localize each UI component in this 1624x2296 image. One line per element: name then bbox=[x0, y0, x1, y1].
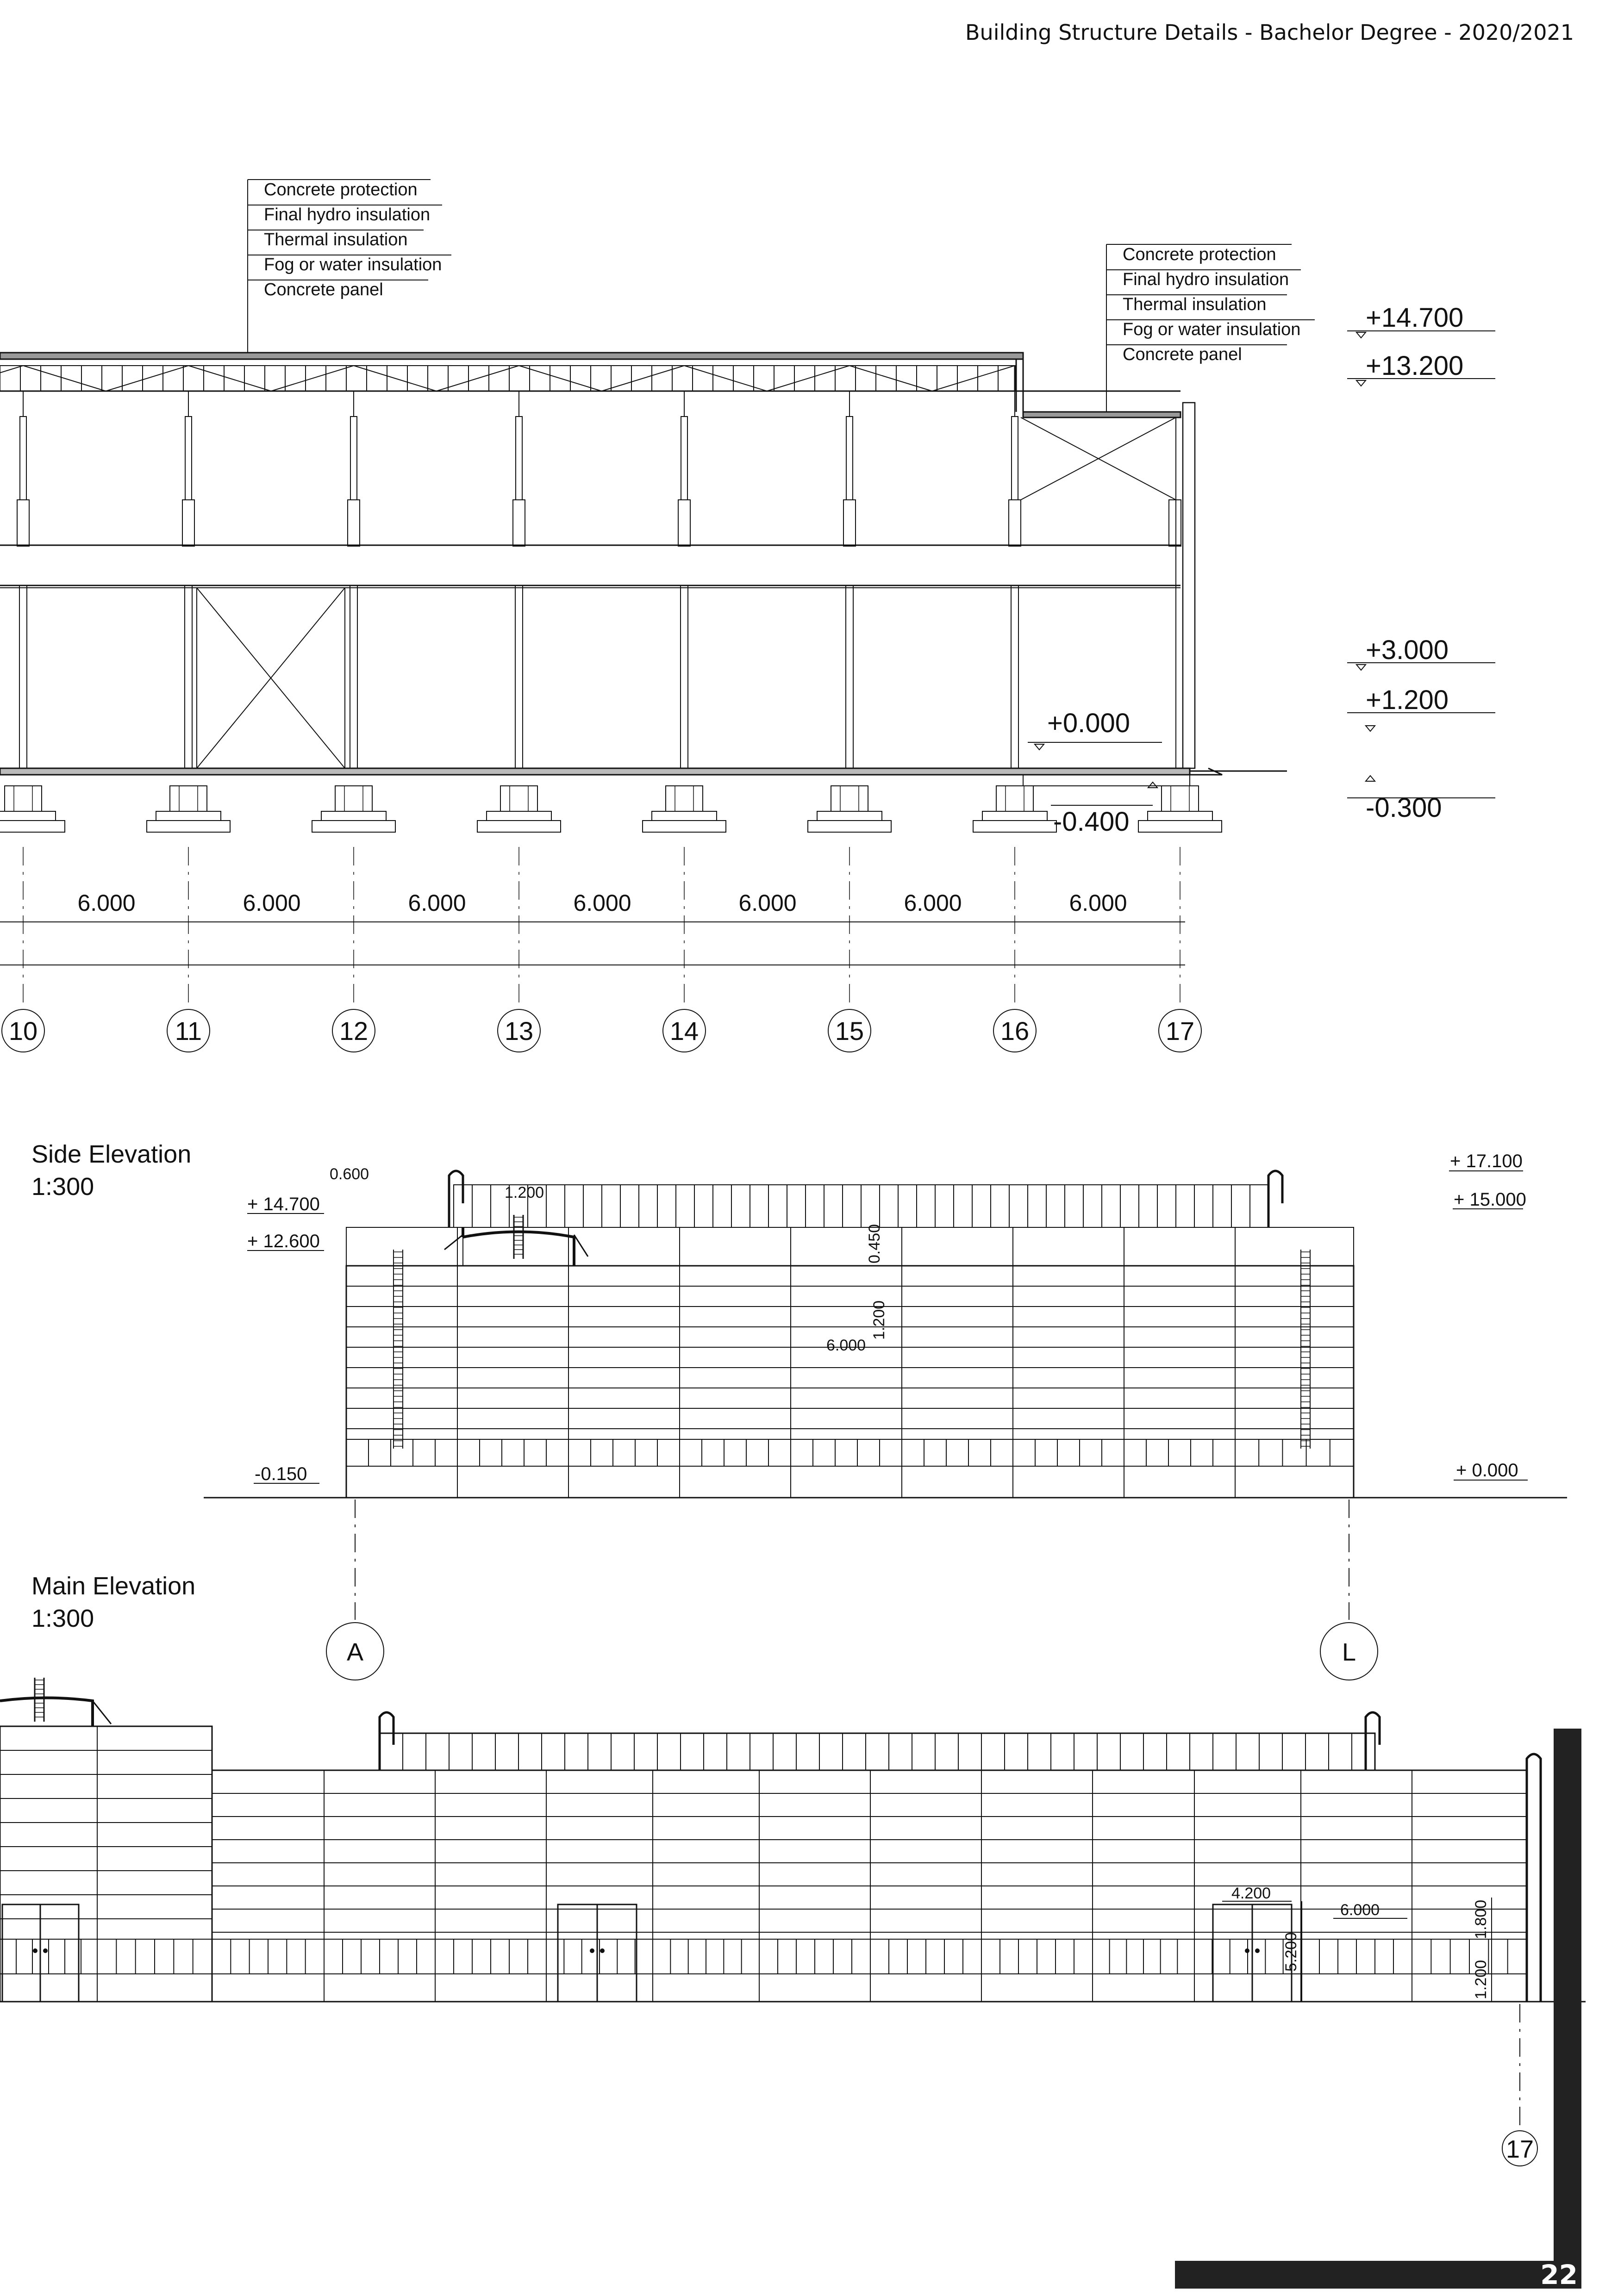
roof-layer-label: Concrete panel bbox=[1123, 345, 1242, 364]
side-elevation-scale: 1:300 bbox=[31, 1173, 94, 1201]
dim-4200: 4.200 bbox=[1231, 1885, 1271, 1902]
dim-5200: 5.200 bbox=[1282, 1932, 1300, 1972]
roof-layer-label: Final hydro insulation bbox=[1123, 270, 1289, 289]
roof-layer-label: Concrete protection bbox=[1123, 245, 1276, 264]
footings bbox=[0, 786, 1222, 832]
dim-1200: 1.200 bbox=[1472, 1960, 1490, 1999]
dim-1800: 1.800 bbox=[1472, 1899, 1490, 1939]
level-13200: +13.200 bbox=[1366, 351, 1464, 381]
span-dimension: 6.000 bbox=[573, 890, 631, 916]
dim-1200: 1.200 bbox=[505, 1184, 544, 1201]
level-14700: +14.700 bbox=[1366, 303, 1464, 333]
level-3000: +3.000 bbox=[1366, 635, 1449, 665]
roof-layer-label: Concrete panel bbox=[264, 280, 383, 299]
ground-slab bbox=[0, 768, 1287, 786]
dim-1200: 1.200 bbox=[870, 1300, 888, 1340]
header-title: Building Structure Details - Bachelor Degree - 2020/2021 bbox=[965, 20, 1574, 45]
roof-layer-label: Fog or water insulation bbox=[1123, 320, 1301, 339]
main-elevation-scale: 1:300 bbox=[31, 1605, 94, 1632]
dim-0600: 0.600 bbox=[330, 1165, 369, 1183]
roof-layer-label: Final hydro insulation bbox=[264, 205, 431, 224]
axis-label-a: A bbox=[346, 1638, 364, 1666]
roof-layer-label: Thermal insulation bbox=[264, 230, 408, 249]
axis-label: 16 bbox=[1000, 1016, 1030, 1045]
level-0000: +0.000 bbox=[1047, 708, 1131, 738]
level-0000: + 0.000 bbox=[1456, 1460, 1518, 1481]
axis-label: 17 bbox=[1165, 1016, 1195, 1045]
roof-layer-label: Concrete protection bbox=[264, 180, 418, 199]
main-elevation-title: Main Elevation bbox=[31, 1572, 196, 1600]
span-dimension: 6.000 bbox=[77, 890, 136, 916]
dim-6000: 6.000 bbox=[1340, 1901, 1380, 1919]
level-14700: + 14.700 bbox=[247, 1194, 320, 1214]
span-dimension: 6.000 bbox=[1069, 890, 1127, 916]
dim-0450: 0.450 bbox=[866, 1224, 883, 1263]
axis-label: 12 bbox=[339, 1016, 369, 1045]
axis-label: 14 bbox=[669, 1016, 699, 1045]
roof-trusses bbox=[0, 366, 1015, 391]
grid-axes bbox=[2, 847, 1201, 1052]
page-footer-bar bbox=[1175, 2261, 1581, 2289]
level-12600: + 12.600 bbox=[247, 1231, 320, 1251]
level-15000: + 15.000 bbox=[1454, 1189, 1526, 1210]
side-elevation bbox=[31, 1140, 1567, 1680]
level-minus-0150: -0.150 bbox=[255, 1464, 307, 1484]
level-minus-0400: -0.400 bbox=[1053, 807, 1130, 837]
roof-layer-label: Fog or water insulation bbox=[264, 255, 442, 274]
page-number: 22 bbox=[1540, 2259, 1578, 2290]
axis-label: 13 bbox=[504, 1016, 534, 1045]
span-dimension: 6.000 bbox=[738, 890, 797, 916]
axis-label: 15 bbox=[835, 1016, 864, 1045]
roof-layers-left bbox=[248, 180, 451, 353]
page-edge-bar bbox=[1554, 1729, 1581, 2289]
side-elevation-title: Side Elevation bbox=[31, 1140, 192, 1168]
building-section bbox=[0, 180, 1495, 1052]
side-elevation-panels bbox=[346, 1171, 1354, 1498]
level-17100: + 17.100 bbox=[1450, 1151, 1523, 1171]
level-minus-0300: -0.300 bbox=[1366, 793, 1442, 823]
axis-label-17: 17 bbox=[1505, 2135, 1534, 2163]
structural-frame bbox=[0, 391, 1195, 768]
span-dimension: 6.000 bbox=[904, 890, 962, 916]
roof-layer-label: Thermal insulation bbox=[1123, 295, 1267, 314]
level-markers bbox=[1028, 303, 1495, 837]
span-dimension: 6.000 bbox=[243, 890, 301, 916]
axis-label: 10 bbox=[8, 1016, 38, 1045]
main-elevation-panels bbox=[0, 1678, 1541, 2002]
span-dimensions bbox=[0, 890, 1185, 965]
axis-label-l: L bbox=[1342, 1638, 1356, 1666]
dim-6000: 6.000 bbox=[826, 1337, 866, 1354]
roof-layers-right bbox=[1106, 244, 1315, 412]
level-1200: +1.200 bbox=[1366, 685, 1449, 715]
axis-label: 11 bbox=[175, 1016, 202, 1045]
span-dimension: 6.000 bbox=[408, 890, 466, 916]
